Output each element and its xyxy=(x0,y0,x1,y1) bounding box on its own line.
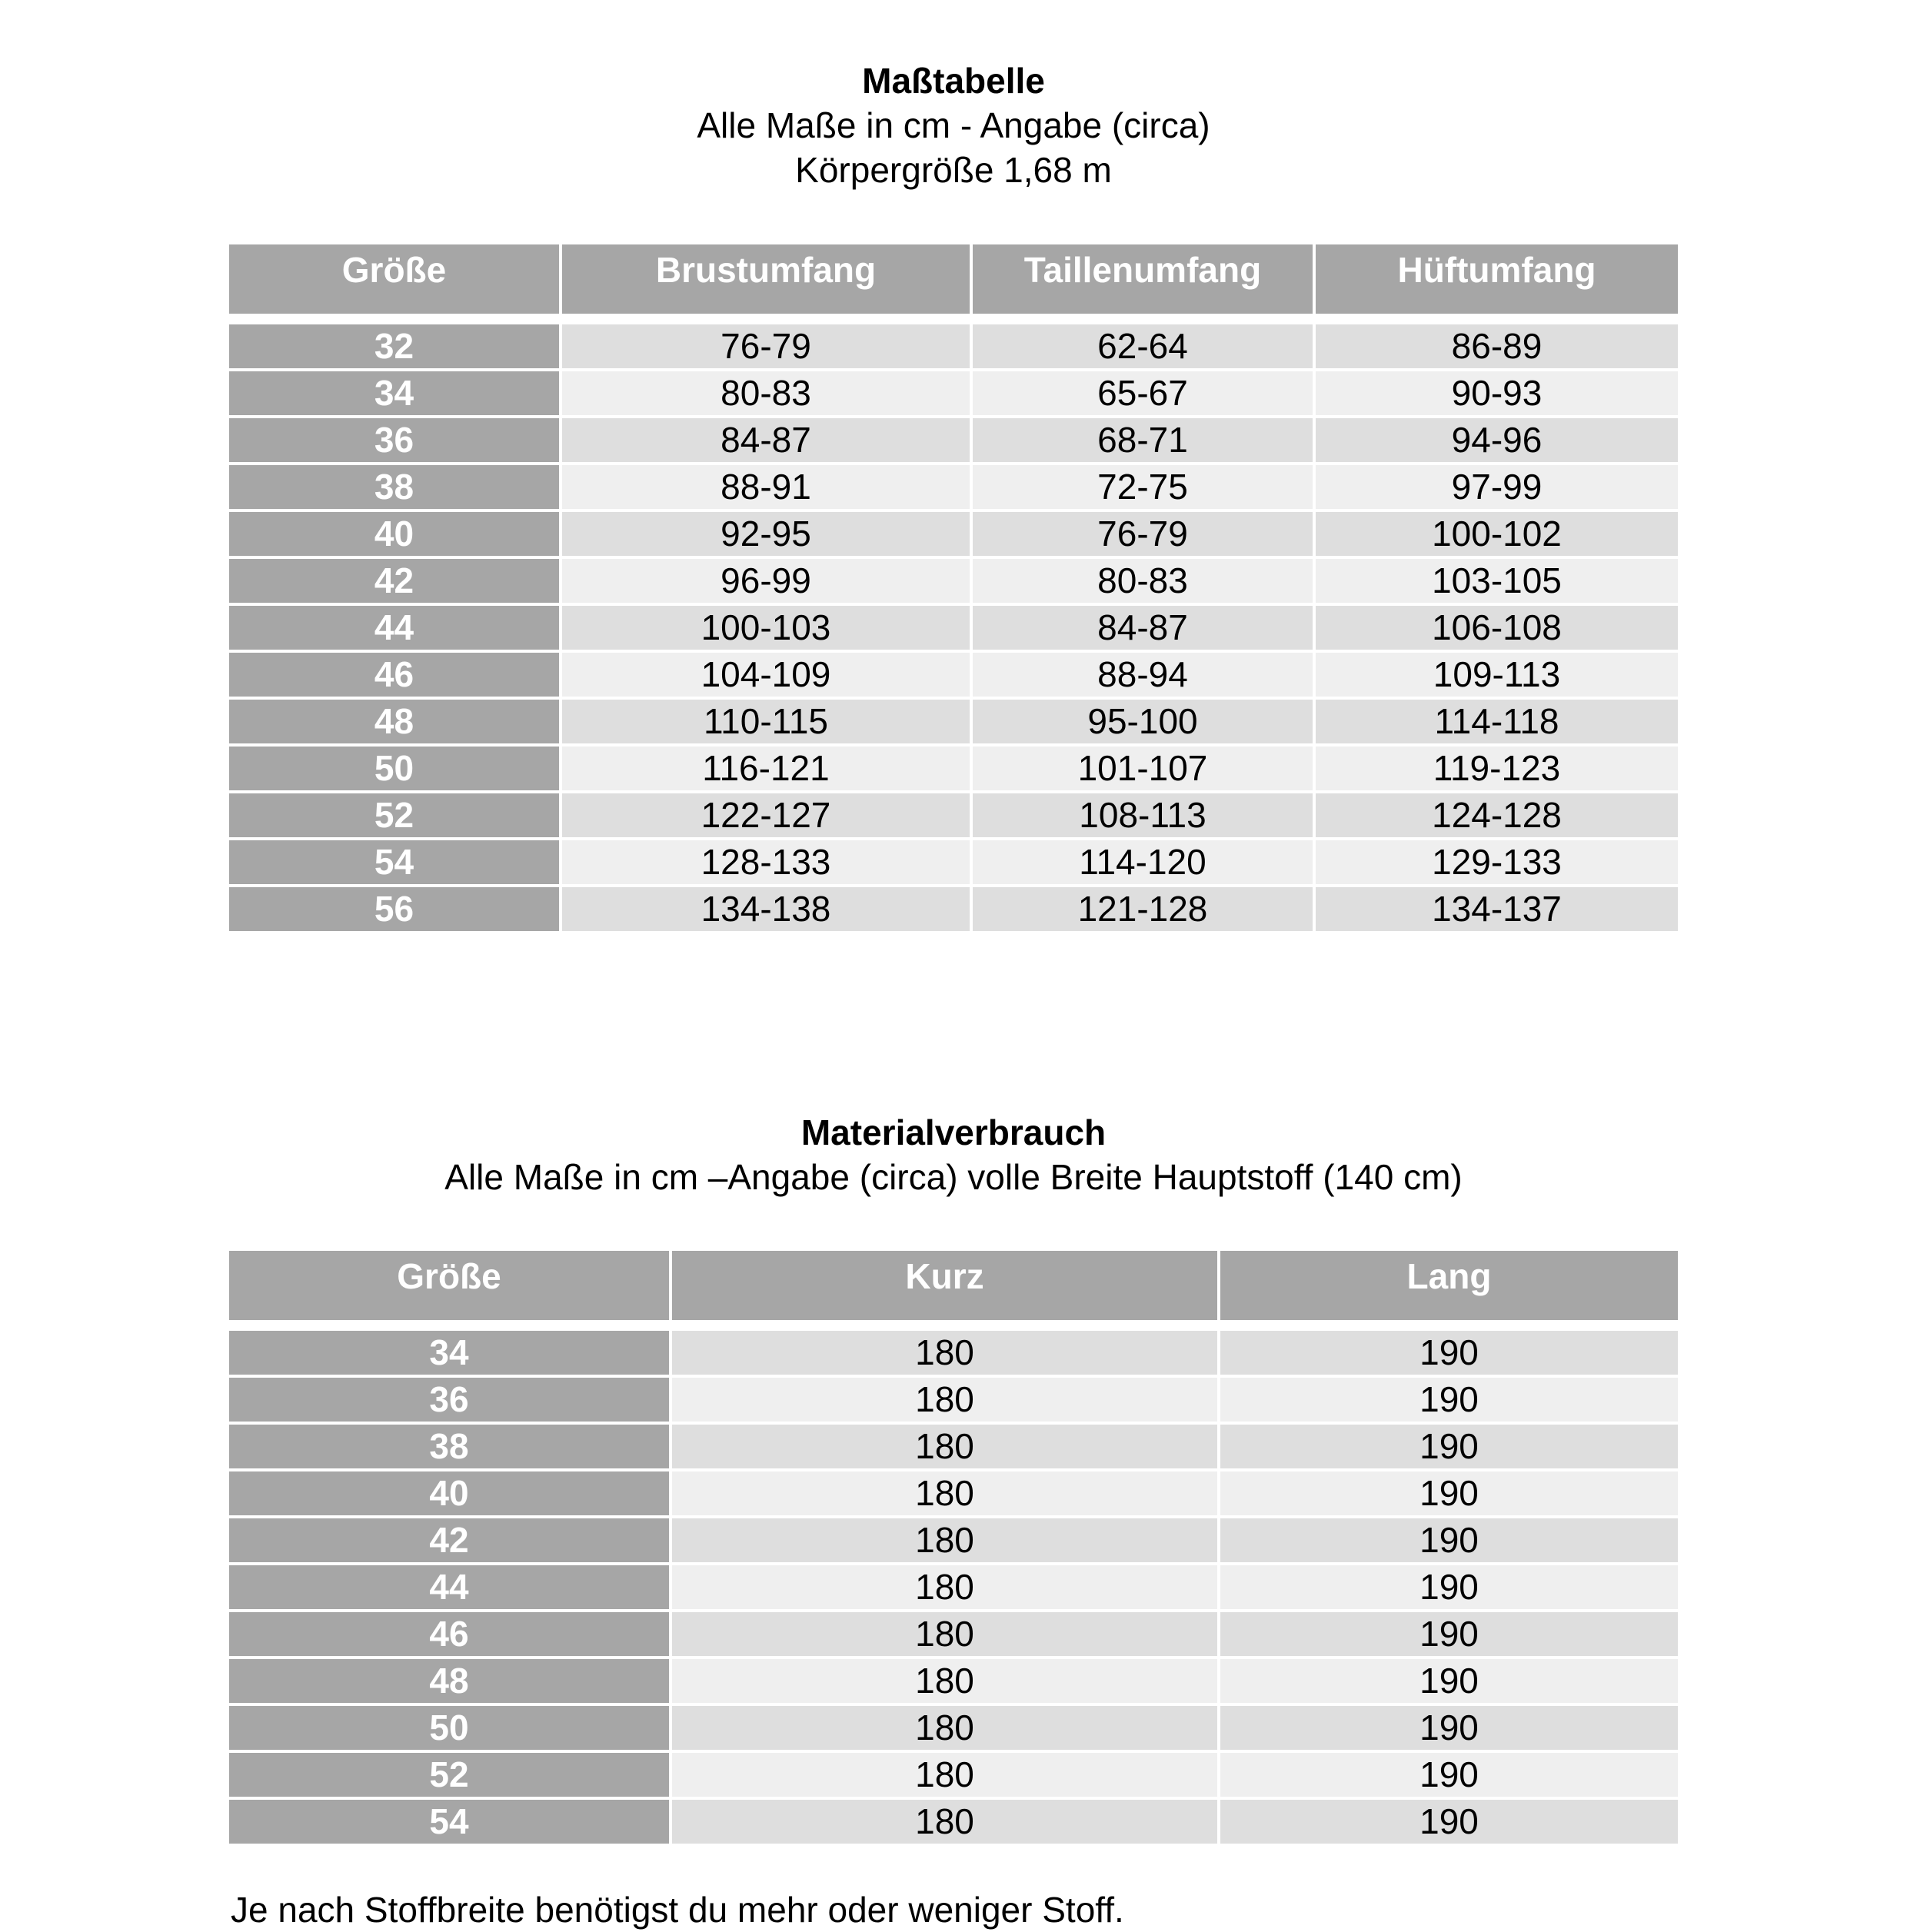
size-cell: 50 xyxy=(229,1704,671,1751)
table-row xyxy=(229,1564,1678,1611)
long-cell: 190 xyxy=(1219,1329,1678,1376)
column-header-hip: Hüftumfang xyxy=(1314,244,1678,314)
table-row xyxy=(229,1611,1678,1658)
hip-cell: 86-89 xyxy=(1314,323,1678,370)
short-cell: 180 xyxy=(671,1470,1219,1517)
size-cell: 56 xyxy=(229,886,561,933)
hip-cell: 114-118 xyxy=(1314,698,1678,745)
table-row xyxy=(229,1423,1678,1470)
waist-cell: 101-107 xyxy=(971,745,1314,792)
short-cell: 180 xyxy=(671,1704,1219,1751)
bust-cell: 92-95 xyxy=(561,510,971,557)
short-cell: 180 xyxy=(671,1751,1219,1798)
hip-cell: 119-123 xyxy=(1314,745,1678,792)
waist-cell: 114-120 xyxy=(971,839,1314,886)
column-header-bust: Brustumfang xyxy=(561,244,971,314)
size-cell: 50 xyxy=(229,745,561,792)
table-row xyxy=(229,1470,1678,1517)
waist-cell: 88-94 xyxy=(971,651,1314,698)
waist-cell: 72-75 xyxy=(971,464,1314,510)
waist-cell: 62-64 xyxy=(971,323,1314,370)
size-cell: 34 xyxy=(229,1329,671,1376)
table-row xyxy=(229,698,1678,745)
material-chart-table xyxy=(229,1251,1678,1847)
table-row xyxy=(229,1658,1678,1704)
size-cell: 32 xyxy=(229,323,561,370)
hip-cell: 90-93 xyxy=(1314,370,1678,417)
short-cell: 180 xyxy=(671,1376,1219,1423)
hip-cell: 109-113 xyxy=(1314,651,1678,698)
waist-cell: 76-79 xyxy=(971,510,1314,557)
size-chart-table xyxy=(229,244,1678,934)
waist-cell: 95-100 xyxy=(971,698,1314,745)
long-cell: 190 xyxy=(1219,1611,1678,1658)
table-row xyxy=(229,510,1678,557)
footer-note: Je nach Stoffbreite benötigst du mehr oder weniger Stoff. xyxy=(231,1890,1124,1930)
size-chart-body xyxy=(229,314,1678,933)
bust-cell: 134-138 xyxy=(561,886,971,933)
size-cell: 40 xyxy=(229,1470,671,1517)
table-row xyxy=(229,464,1678,510)
table-row xyxy=(229,557,1678,604)
column-header-waist: Taillenumfang xyxy=(971,244,1314,314)
waist-cell: 121-128 xyxy=(971,886,1314,933)
bust-cell: 116-121 xyxy=(561,745,971,792)
column-header-short: Kurz xyxy=(671,1251,1219,1320)
bust-cell: 76-79 xyxy=(561,323,971,370)
bust-cell: 110-115 xyxy=(561,698,971,745)
header-spacer xyxy=(229,314,1678,323)
table-row xyxy=(229,1329,1678,1376)
size-cell: 54 xyxy=(229,839,561,886)
table-row xyxy=(229,1517,1678,1564)
material-chart-header-row xyxy=(229,1251,1678,1320)
table-row xyxy=(229,1798,1678,1845)
table-row xyxy=(229,839,1678,886)
size-chart-header-row xyxy=(229,244,1678,314)
size-cell: 48 xyxy=(229,698,561,745)
size-cell: 44 xyxy=(229,1564,671,1611)
table-row xyxy=(229,1704,1678,1751)
short-cell: 180 xyxy=(671,1798,1219,1845)
waist-cell: 84-87 xyxy=(971,604,1314,651)
size-cell: 36 xyxy=(229,1376,671,1423)
material-chart-body xyxy=(229,1320,1678,1845)
size-cell: 38 xyxy=(229,464,561,510)
table-row xyxy=(229,1376,1678,1423)
long-cell: 190 xyxy=(1219,1376,1678,1423)
table-row xyxy=(229,323,1678,370)
long-cell: 190 xyxy=(1219,1704,1678,1751)
hip-cell: 124-128 xyxy=(1314,792,1678,839)
size-cell: 48 xyxy=(229,1658,671,1704)
long-cell: 190 xyxy=(1219,1798,1678,1845)
long-cell: 190 xyxy=(1219,1658,1678,1704)
header-spacer xyxy=(229,1320,1678,1329)
bust-cell: 122-127 xyxy=(561,792,971,839)
long-cell: 190 xyxy=(1219,1517,1678,1564)
bust-cell: 80-83 xyxy=(561,370,971,417)
long-cell: 190 xyxy=(1219,1423,1678,1470)
short-cell: 180 xyxy=(671,1423,1219,1470)
waist-cell: 65-67 xyxy=(971,370,1314,417)
long-cell: 190 xyxy=(1219,1564,1678,1611)
size-cell: 42 xyxy=(229,1517,671,1564)
hip-cell: 129-133 xyxy=(1314,839,1678,886)
size-cell: 52 xyxy=(229,1751,671,1798)
size-chart-body-height: Körpergröße 1,68 m xyxy=(795,150,1112,190)
long-cell: 190 xyxy=(1219,1470,1678,1517)
hip-cell: 100-102 xyxy=(1314,510,1678,557)
waist-cell: 80-83 xyxy=(971,557,1314,604)
table-row xyxy=(229,886,1678,933)
size-cell: 46 xyxy=(229,1611,671,1658)
bust-cell: 100-103 xyxy=(561,604,971,651)
column-header-size: Größe xyxy=(229,1251,671,1320)
size-chart-heading xyxy=(0,58,1907,192)
table-row xyxy=(229,745,1678,792)
bust-cell: 96-99 xyxy=(561,557,971,604)
hip-cell: 134-137 xyxy=(1314,886,1678,933)
waist-cell: 68-71 xyxy=(971,417,1314,464)
size-cell: 40 xyxy=(229,510,561,557)
long-cell: 190 xyxy=(1219,1751,1678,1798)
hip-cell: 97-99 xyxy=(1314,464,1678,510)
size-cell: 54 xyxy=(229,1798,671,1845)
material-chart-subtitle: Alle Maße in cm –Angabe (circa) volle Breite Hauptstoff (140 cm) xyxy=(444,1157,1463,1197)
size-cell: 44 xyxy=(229,604,561,651)
bust-cell: 128-133 xyxy=(561,839,971,886)
size-cell: 52 xyxy=(229,792,561,839)
bust-cell: 104-109 xyxy=(561,651,971,698)
short-cell: 180 xyxy=(671,1329,1219,1376)
table-row xyxy=(229,651,1678,698)
table-row xyxy=(229,370,1678,417)
size-cell: 34 xyxy=(229,370,561,417)
table-row xyxy=(229,604,1678,651)
size-chart-subtitle: Alle Maße in cm - Angabe (circa) xyxy=(697,105,1210,145)
table-row xyxy=(229,792,1678,839)
size-cell: 42 xyxy=(229,557,561,604)
size-cell: 36 xyxy=(229,417,561,464)
bust-cell: 84-87 xyxy=(561,417,971,464)
hip-cell: 94-96 xyxy=(1314,417,1678,464)
column-header-size: Größe xyxy=(229,244,561,314)
short-cell: 180 xyxy=(671,1517,1219,1564)
size-chart-title: Maßtabelle xyxy=(862,61,1045,101)
table-row xyxy=(229,1751,1678,1798)
hip-cell: 103-105 xyxy=(1314,557,1678,604)
short-cell: 180 xyxy=(671,1611,1219,1658)
hip-cell: 106-108 xyxy=(1314,604,1678,651)
short-cell: 180 xyxy=(671,1564,1219,1611)
material-chart-heading xyxy=(0,1110,1907,1199)
bust-cell: 88-91 xyxy=(561,464,971,510)
material-chart-title: Materialverbrauch xyxy=(800,1112,1107,1152)
waist-cell: 108-113 xyxy=(971,792,1314,839)
size-cell: 46 xyxy=(229,651,561,698)
size-cell: 38 xyxy=(229,1423,671,1470)
short-cell: 180 xyxy=(671,1658,1219,1704)
column-header-long: Lang xyxy=(1219,1251,1678,1320)
table-row xyxy=(229,417,1678,464)
